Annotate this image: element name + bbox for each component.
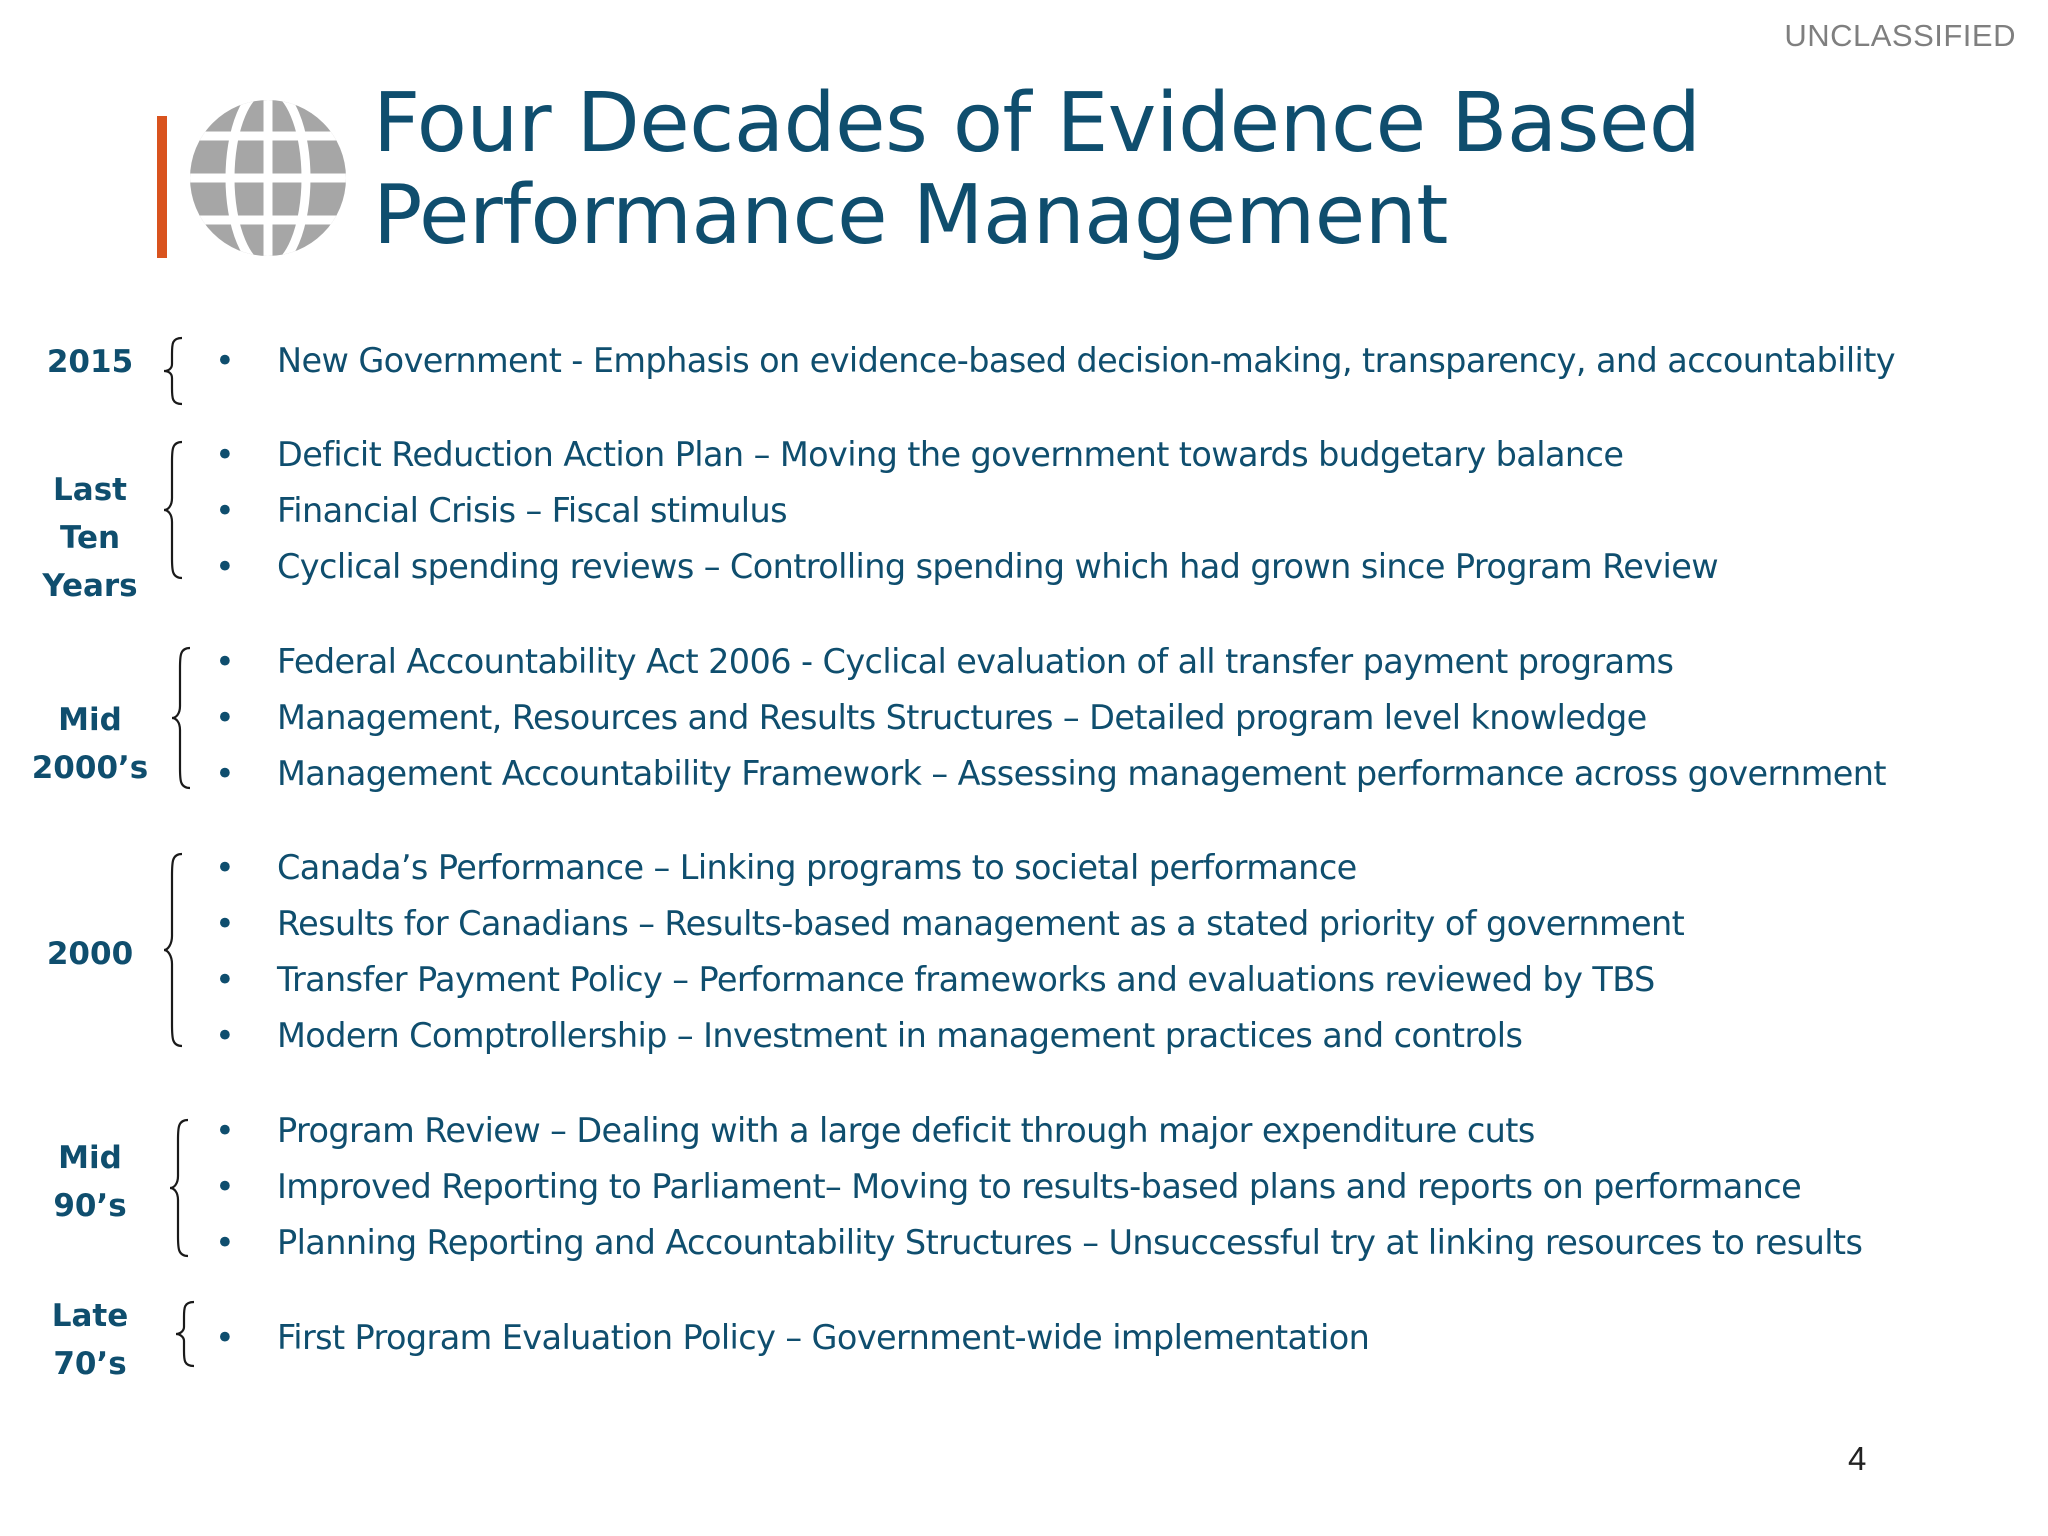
period-label — [20, 930, 160, 978]
list-item: • Canada’s Performance – Linking programs to societal performance — [205, 840, 1684, 896]
list-item: • Cyclical spending reviews – Controlling spending which had grown since Program Review — [205, 539, 1718, 595]
page-number: 4 — [1848, 1440, 1867, 1477]
brace — [168, 1118, 192, 1258]
period-label-line: 2015 — [46, 344, 134, 380]
title-line-1: Four Decades of Evidence Based — [373, 76, 1701, 171]
brace — [162, 440, 186, 580]
bullet-icon: • — [215, 642, 235, 681]
period-label — [20, 338, 160, 386]
period-label — [20, 1134, 160, 1230]
bullet-icon: • — [215, 848, 235, 887]
bullet-icon: • — [215, 754, 235, 793]
bullet-icon: • — [215, 491, 235, 530]
brace — [170, 646, 194, 790]
list-item: • First Program Evaluation Policy – Government-wide implementation — [205, 1310, 1369, 1366]
item-list — [205, 1103, 1862, 1271]
list-item: • Deficit Reduction Action Plan – Moving the government towards budgetary balance — [205, 427, 1718, 483]
period-label-line: 2000 — [46, 936, 134, 972]
item-list — [205, 333, 1895, 389]
list-item: • Modern Comptrollership – Investment in management practices and controls — [205, 1008, 1684, 1064]
list-item: • Federal Accountability Act 2006 - Cyclical evaluation of all transfer payment programs — [205, 634, 1886, 690]
bullet-icon: • — [215, 1111, 235, 1150]
item-list — [205, 1310, 1369, 1366]
period-label-line: 70’s — [53, 1346, 127, 1382]
list-item: • Planning Reporting and Accountability Structures – Unsuccessful try at linking resources to results — [205, 1215, 1862, 1271]
bullet-icon: • — [215, 341, 235, 380]
classification-label: UNCLASSIFIED — [1784, 18, 2016, 53]
bullet-icon: • — [215, 960, 235, 999]
list-item: • Financial Crisis – Fiscal stimulus — [205, 483, 1718, 539]
period-label — [20, 1292, 160, 1388]
bullet-icon: • — [215, 698, 235, 737]
bullet-icon: • — [215, 904, 235, 943]
bullet-icon: • — [215, 435, 235, 474]
period-label-line: 2000’s — [31, 750, 149, 786]
bullet-icon: • — [215, 1167, 235, 1206]
bullet-icon: • — [215, 1318, 235, 1357]
brace — [162, 852, 186, 1048]
item-list — [205, 840, 1684, 1064]
period-label — [20, 696, 160, 792]
brace — [162, 336, 186, 406]
item-list — [205, 427, 1718, 595]
period-label-line: 90’s — [53, 1188, 127, 1224]
period-label-line: Late — [51, 1298, 129, 1334]
period-label-line: Last Ten — [53, 472, 127, 556]
bullet-icon: • — [215, 547, 235, 586]
period-label-line: Years — [42, 568, 138, 604]
list-item: • Transfer Payment Policy – Performance frameworks and evaluations reviewed by TBS — [205, 952, 1684, 1008]
bullet-icon: • — [215, 1016, 235, 1055]
brace — [174, 1300, 198, 1368]
accent-bar — [157, 116, 167, 258]
globe-icon — [188, 98, 348, 258]
period-label-line: Mid — [58, 702, 122, 738]
bullet-icon: • — [215, 1223, 235, 1262]
list-item: • Management Accountability Framework – Assessing management performance across government — [205, 746, 1886, 802]
page-title — [373, 78, 1700, 262]
list-item: • Management, Resources and Results Structures – Detailed program level knowledge — [205, 690, 1886, 746]
period-label-line: Mid — [58, 1140, 122, 1176]
title-line-2: Performance Management — [373, 168, 1448, 263]
period-label — [20, 466, 160, 610]
list-item: • Improved Reporting to Parliament– Moving to results-based plans and reports on performance — [205, 1159, 1862, 1215]
item-list — [205, 634, 1886, 802]
list-item: • Program Review – Dealing with a large deficit through major expenditure cuts — [205, 1103, 1862, 1159]
list-item: • New Government - Emphasis on evidence-based decision-making, transparency, and accountability — [205, 333, 1895, 389]
list-item: • Results for Canadians – Results-based management as a stated priority of government — [205, 896, 1684, 952]
